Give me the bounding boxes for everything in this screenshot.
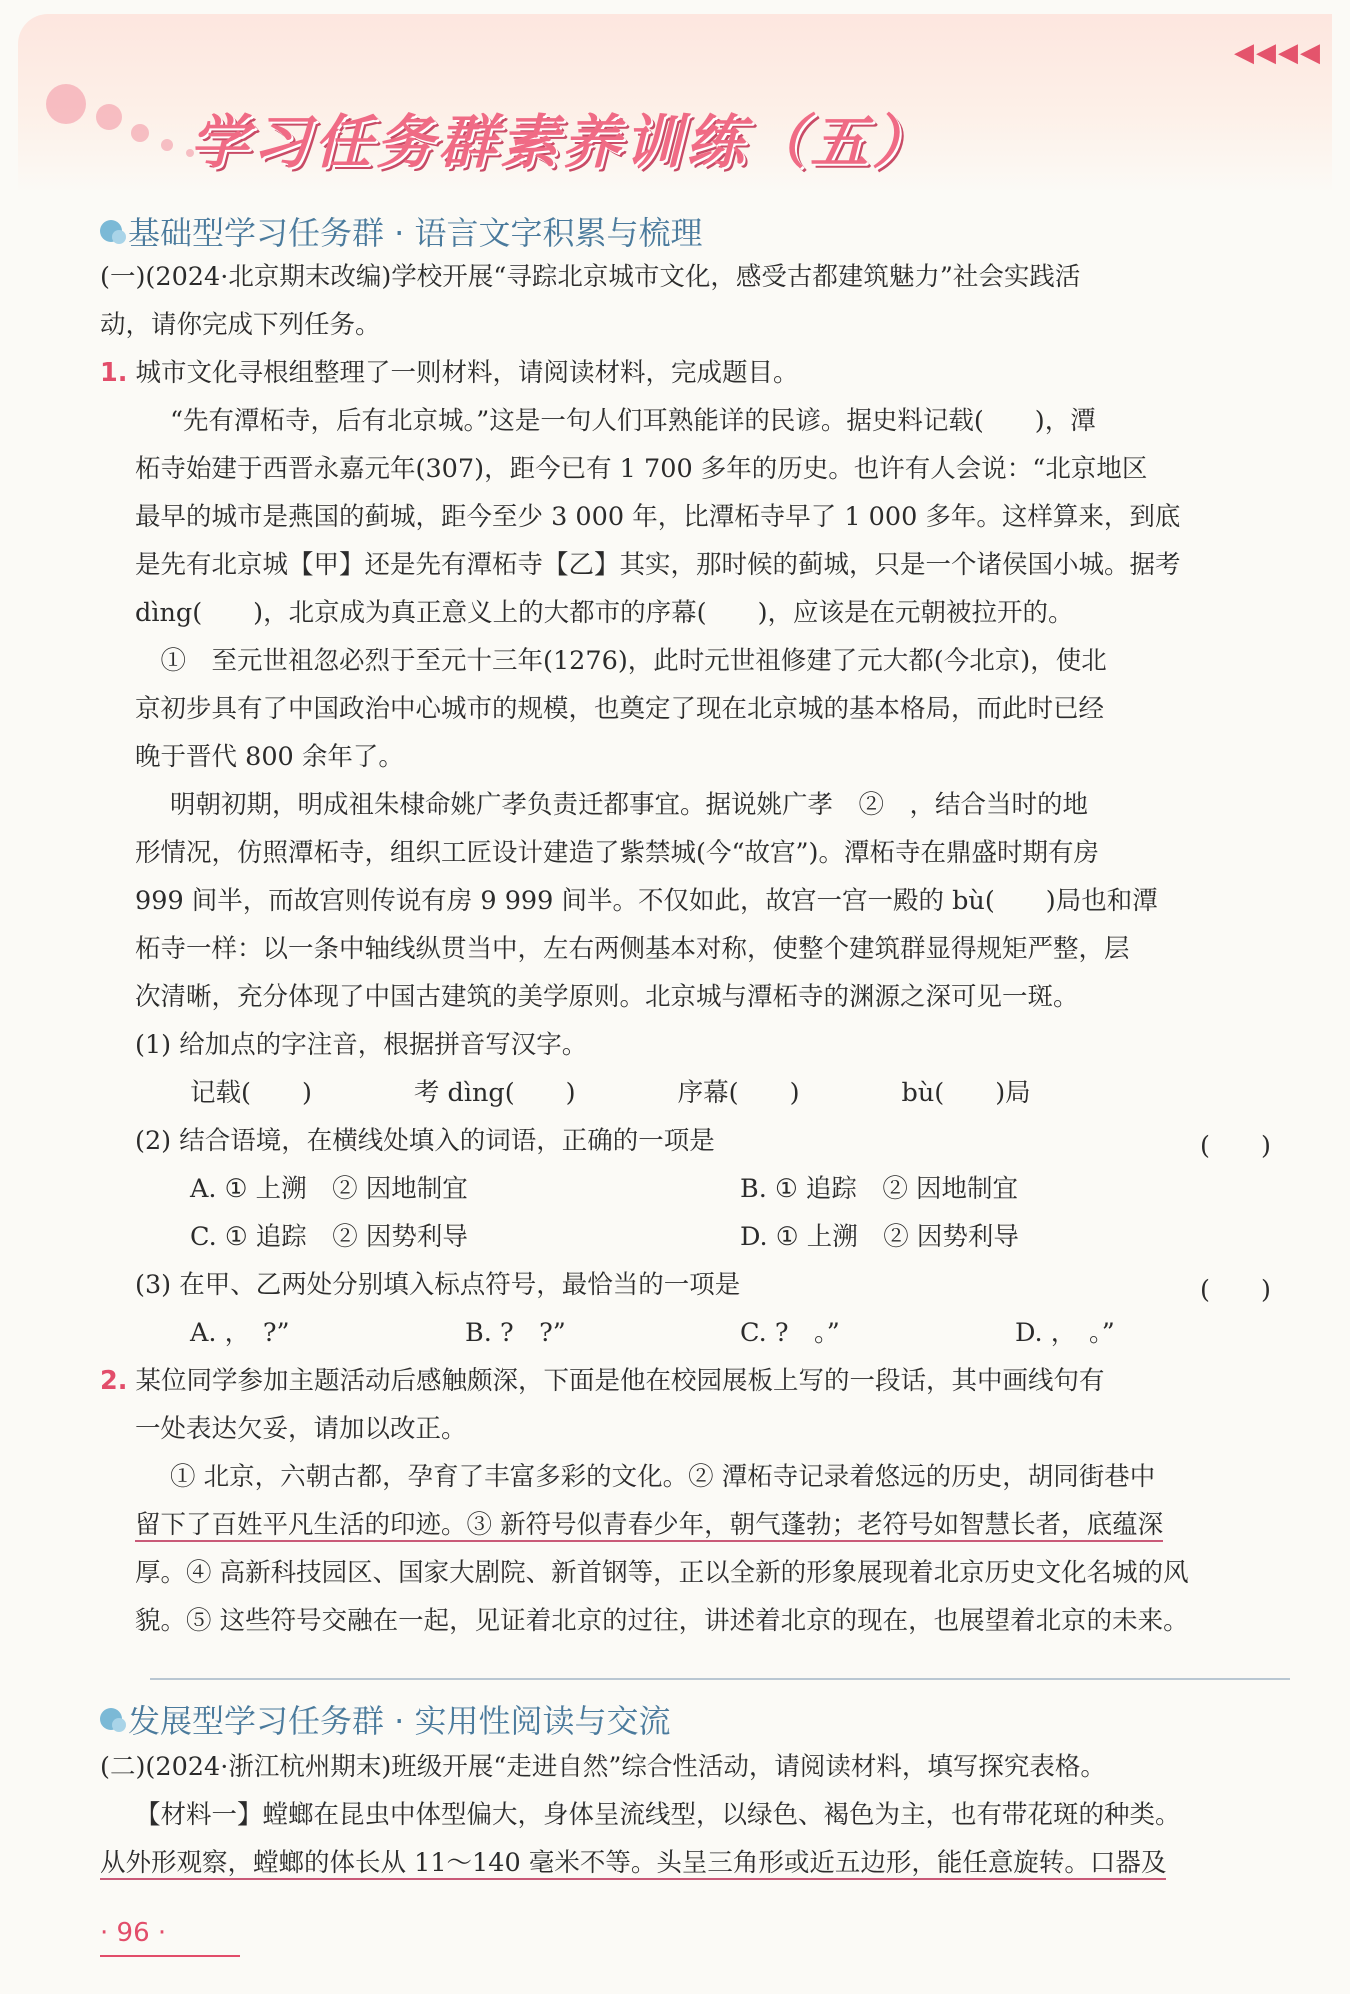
arrow-icons: ◀◀◀◀ <box>1234 38 1322 68</box>
question-1 <box>100 358 799 389</box>
bubble-icon <box>100 1708 122 1730</box>
option-2c: C. ① 追踪 ② 因势利导 <box>190 1222 468 1252</box>
paragraph-line-4: 貌。⑤ 这些符号交融在一起，见证着北京的过往，讲述着北京的现在，也展望着北京的未来。 <box>135 1606 1189 1636</box>
intro-line-1: (一)(2024·北京期末改编)学校开展“寻踪北京城市文化，感受古都建筑魅力”社会实践活 <box>100 262 1081 292</box>
section-heading-development <box>100 1696 671 1742</box>
question-text: 某位同学参加主题活动后感触颇深，下面是他在校园展板上写的一段话，其中画线句有 <box>135 1366 1105 1396</box>
question-2-line-2: 一处表达欠妥，请加以改正。 <box>135 1414 467 1444</box>
answer-paren-3: ( ) <box>1200 1275 1271 1305</box>
option-3c: C. ? 。” <box>740 1318 840 1348</box>
passage-line-13: 次清晰，充分体现了中国古建筑的美学原则。北京城与潭柘寺的渊源之深可见一斑。 <box>135 982 1079 1012</box>
subquestion-2: (2) 结合语境，在横线处填入的词语，正确的一项是 <box>135 1126 715 1156</box>
subquestion-3: (3) 在甲、乙两处分别填入标点符号，最恰当的一项是 <box>135 1270 741 1300</box>
passage-line-8: 晚于晋代 800 余年了。 <box>135 742 404 772</box>
option-3a: A. ， ?” <box>190 1318 290 1348</box>
answer-paren-2: ( ) <box>1200 1131 1271 1161</box>
passage-line-10: 形情况，仿照潭柘寺，组织工匠设计建造了紫禁城(今“故宫”)。潭柘寺在鼎盛时期有房 <box>135 838 1099 868</box>
bubble-icon <box>100 220 122 242</box>
paragraph-line-3: 厚。④ 高新科技园区、国家大剧院、新首钢等，正以全新的形象展现着北京历史文化名城的风 <box>135 1558 1189 1588</box>
page-number: · 96 · <box>100 1918 167 1948</box>
option-2d: D. ① 上溯 ② 因势利导 <box>740 1222 1019 1252</box>
section-divider <box>150 1678 1290 1680</box>
paragraph-line-1: ① 北京，六朝古都，孕育了丰富多彩的文化。② 潭柘寺记录着悠远的历史，胡同街巷中 <box>170 1462 1156 1492</box>
passage-line-5: dìng( )，北京成为真正意义上的大都市的序幕( )，应该是在元朝被拉开的。 <box>135 598 1074 628</box>
subquestion-1: (1) 给加点的字注音，根据拼音写汉字。 <box>135 1030 588 1060</box>
section-heading-text: 基础型学习任务群 · 语言文字积累与梳理 <box>128 214 703 252</box>
underlined-sentence: 从外形观察，螳螂的体长从 11～140 毫米不等。头呈三角形或近五边形，能任意旋转。口器及 <box>100 1848 1167 1878</box>
question-2 <box>100 1366 1105 1397</box>
section-heading-text: 发展型学习任务群 · 实用性阅读与交流 <box>128 1702 671 1740</box>
passage-line-4: 是先有北京城【甲】还是先有潭柘寺【乙】其实，那时候的蓟城，只是一个诸侯国小城。据考 <box>135 550 1181 580</box>
paragraph-line-2 <box>135 1510 1163 1541</box>
question-text: 城市文化寻根组整理了一则材料，请阅读材料，完成题目。 <box>135 358 799 388</box>
passage-line-3: 最早的城市是燕国的蓟城，距今至少 3 000 年，比潭柘寺早了 1 000 多年。这样算来，到底 <box>135 502 1181 532</box>
option-3b: B. ? ?” <box>465 1318 566 1348</box>
option-2b: B. ① 追踪 ② 因地制宜 <box>740 1174 1019 1204</box>
material-one-line-1: 【材料一】螳螂在昆虫中体型偏大，身体呈流线型，以绿色、褐色为主，也有带花斑的种类。 <box>135 1800 1181 1830</box>
section-heading-basic <box>100 208 703 254</box>
part-two-intro: (二)(2024·浙江杭州期末)班级开展“走进自然”综合性活动，请阅读材料，填写探究表格。 <box>100 1752 1106 1782</box>
passage-line-2: 柘寺始建于西晋永嘉元年(307)，距今已有 1 700 多年的历史。也许有人会说：“北京地区 <box>135 454 1148 484</box>
passage-line-9: 明朝初期，明成祖朱棣命姚广孝负责迁都事宜。据说姚广孝 ② ，结合当时的地 <box>170 790 1089 820</box>
option-2a: A. ① 上溯 ② 因地制宜 <box>190 1174 468 1204</box>
passage-line-12: 柘寺一样：以一条中轴线纵贯当中，左右两侧基本对称，使整个建筑群显得规矩严整，层 <box>135 934 1130 964</box>
underlined-sentence: 留下了百姓平凡生活的印迹。③ 新符号似青春少年，朝气蓬勃；老符号如智慧长者，底蕴深 <box>135 1510 1164 1540</box>
material-one-line-2 <box>100 1848 1166 1879</box>
question-number: 1. <box>100 358 128 388</box>
pinyin-blanks: 记载( ) 考 dìng( ) 序幕( ) bù( )局 <box>190 1078 1031 1108</box>
passage-line-1: “先有潭柘寺，后有北京城。”这是一句人们耳熟能详的民谚。据史料记载( )，潭 <box>170 406 1096 436</box>
page-title: 学习任务群素养训练（五） <box>190 108 935 176</box>
passage-line-11: 999 间半，而故宫则传说有房 9 999 间半。不仅如此，故宫一宫一殿的 bù( )局也和潭 <box>135 886 1158 916</box>
option-3d: D. ， 。” <box>1015 1318 1115 1348</box>
page-number-underline <box>100 1955 240 1957</box>
intro-line-2: 动，请你完成下列任务。 <box>100 310 381 340</box>
passage-line-7: 京初步具有了中国政治中心城市的规模，也奠定了现在北京城的基本格局，而此时已经 <box>135 694 1105 724</box>
passage-line-6: ① 至元世祖忽必烈于至元十三年(1276)，此时元世祖修建了元大都(今北京)，使北 <box>135 646 1107 676</box>
question-number: 2. <box>100 1366 128 1396</box>
